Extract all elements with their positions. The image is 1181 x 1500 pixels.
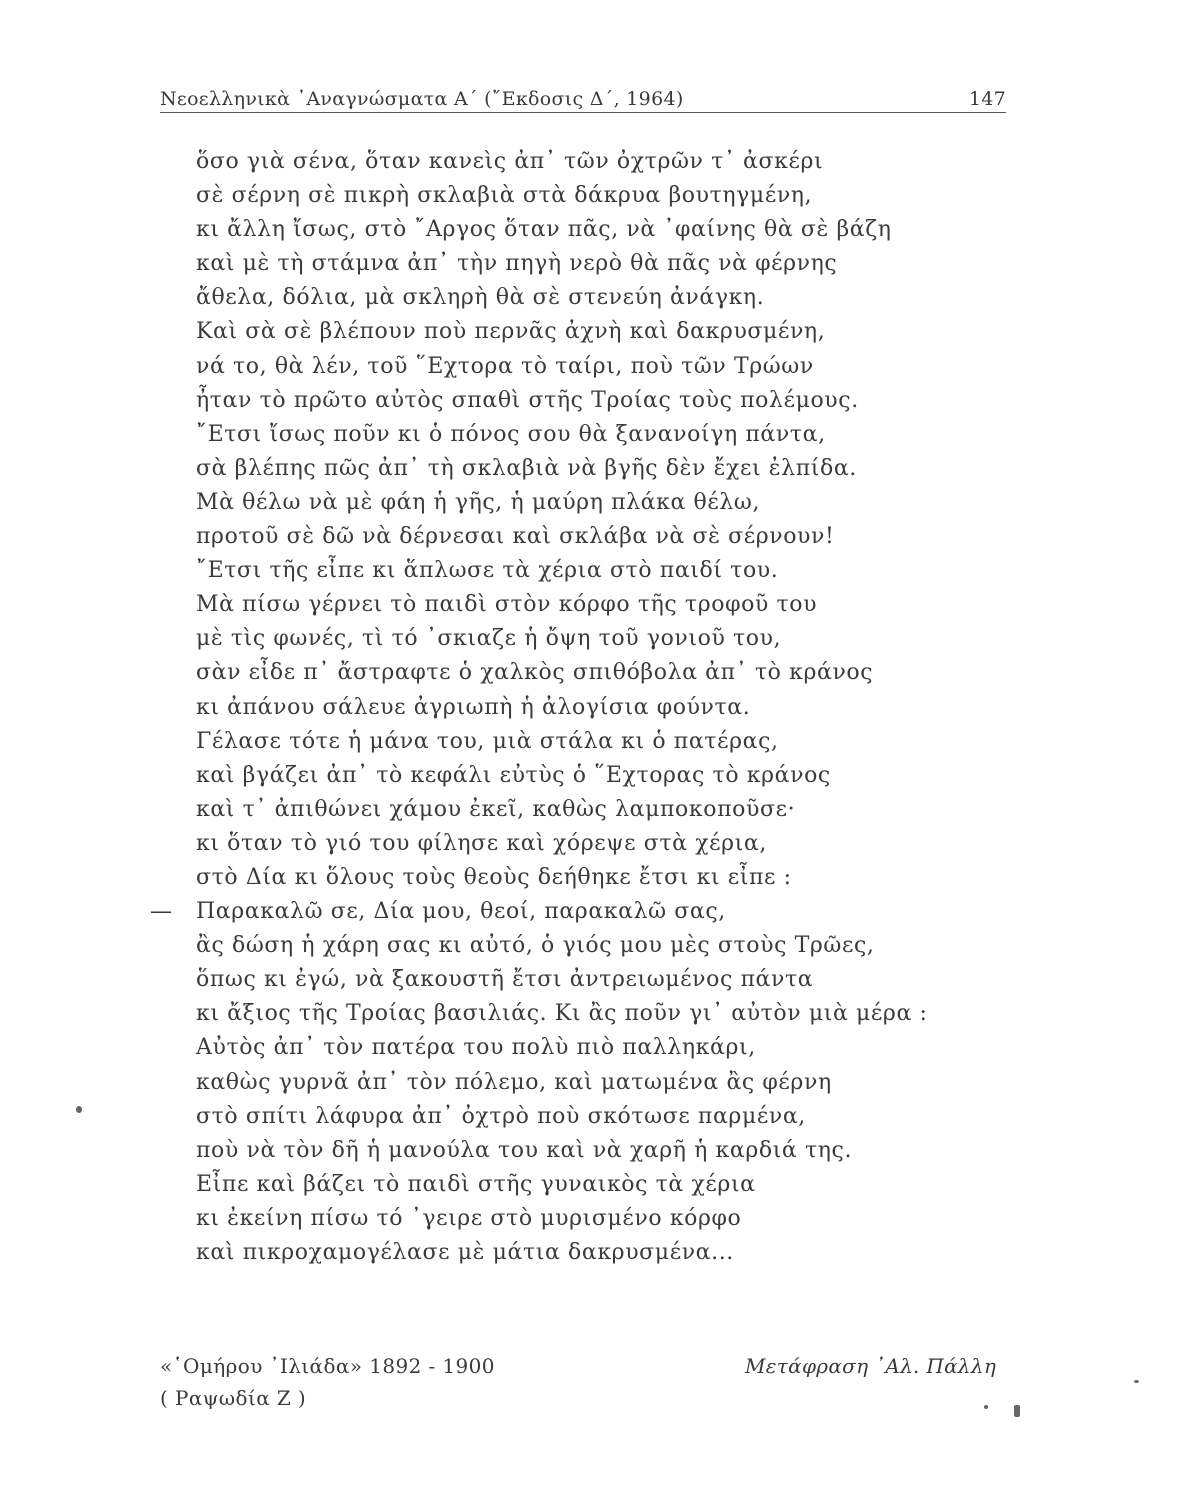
poem-line: κι ἄξιος τῆς Τροίας βασιλιάς. Κι ἂς ποῦν γι᾿ αὐτὸν μιὰ μέρα : bbox=[196, 1001, 928, 1027]
poem-line: Εἶπε καὶ βάζει τὸ παιδὶ στῆς γυναικὸς τὰ χέρια bbox=[196, 1171, 756, 1197]
translator-credit: Μετάφραση ᾿Αλ. Πάλλη bbox=[745, 1354, 997, 1378]
page-number: 147 bbox=[968, 88, 1006, 110]
poem-line: κι ὅταν τὸ γιό του φίλησε καὶ χόρεψε στὰ χέρια, bbox=[196, 830, 767, 856]
poem-line: στὸ Δία κι ὅλους τοὺς θεοὺς δεήθηκε ἔτσι κι εἶπε : bbox=[196, 864, 792, 890]
poem-line: κι ἄλλη ἴσως, στὸ ῎Αργος ὅταν πᾶς, νὰ ᾿φαίνης θὰ σὲ βάζη bbox=[196, 217, 892, 243]
poem-line-dialogue: — Παρακαλῶ σε, Δία μου, θεοί, παρακαλῶ σας, bbox=[150, 895, 1030, 929]
poem-body bbox=[150, 145, 1030, 1270]
poem-line: Αὐτὸς ἀπ᾿ τὸν πατέρα του πολὺ πιὸ παλληκάρι, bbox=[196, 1035, 756, 1061]
book-reference: ( Ραψωδία Ζ ) bbox=[160, 1386, 307, 1410]
poem-line: μὲ τὶς φωνές, τὶ τό ᾿σκιαζε ἡ ὄψη τοῦ γονιοῦ του, bbox=[196, 626, 782, 652]
header-rule bbox=[160, 112, 1006, 113]
poem-line: κι ἐκείνη πίσω τό ᾿γειρε στὸ μυρισμένο κόρφο bbox=[196, 1205, 742, 1231]
poem-line: ἄθελα, δόλια, μὰ σκληρὴ θὰ σὲ στενεύη ἀνάγκη. bbox=[196, 285, 765, 311]
poem-line: ἦταν τὸ πρῶτο αὐτὸς σπαθὶ στῆς Τροίας τοὺς πολέμους. bbox=[196, 387, 859, 413]
poem-line: ποὺ νὰ τὸν δῆ ἡ μανούλα του καὶ νὰ χαρῆ ἡ καρδιά της. bbox=[196, 1137, 853, 1163]
poem-line: καὶ βγάζει ἀπ᾿ τὸ κεφάλι εὐτὺς ὁ ῞Εχτορας τὸ κράνος bbox=[196, 762, 831, 788]
dialogue-dash: — bbox=[150, 899, 173, 925]
poem-line: ὅπως κι ἐγώ, νὰ ξακουστῆ ἔτσι ἀντρειωμένος πάντα bbox=[196, 967, 814, 993]
source-citation bbox=[160, 1350, 495, 1414]
poem-line: ῎Ετσι τῆς εἶπε κι ἅπλωσε τὰ χέρια στὸ παιδί του. bbox=[196, 558, 779, 584]
poem-line: καθὼς γυρνᾶ ἀπ᾿ τὸν πόλεμο, καὶ ματωμένα ἂς φέρνη bbox=[196, 1069, 832, 1095]
running-header bbox=[160, 76, 1006, 110]
poem-line: προτοῦ σὲ δῶ νὰ δέρνεσαι καὶ σκλάβα νὰ σὲ σέρνουν! bbox=[196, 524, 835, 550]
poem-line: στὸ σπίτι λάφυρα ἀπ᾿ ὀχτρὸ ποὺ σκότωσε παρμένα, bbox=[196, 1103, 806, 1129]
poem-line: σὰν εἶδε π᾿ ἄστραφτε ὁ χαλκὸς σπιθόβολα ἀπ᾿ τὸ κράνος bbox=[196, 660, 874, 686]
header-title: Νεοελληνικὰ ᾿Αναγνώσματα Α΄ (῎Εκδοσις Δ΄, 1964) bbox=[160, 88, 684, 110]
scan-speck bbox=[984, 1405, 988, 1409]
scan-speck bbox=[76, 1106, 82, 1113]
poem-line: καὶ πικροχαμογέλασε μὲ μάτια δακρυσμένα... bbox=[196, 1240, 734, 1265]
scan-speck bbox=[1014, 1405, 1020, 1417]
poem-line: Μὰ θέλω νὰ μὲ φάη ἡ γῆς, ἡ μαύρη πλάκα θέλω, bbox=[196, 489, 761, 515]
poem-line: Γέλασε τότε ἡ μάνα του, μιὰ στάλα κι ὁ πατέρας, bbox=[196, 728, 779, 754]
poem-line: σὰ βλέπης πῶς ἀπ᾿ τὴ σκλαβιὰ νὰ βγῆς δὲν ἔχει ἐλπίδα. bbox=[196, 455, 857, 481]
poem-line: Μὰ πίσω γέρνει τὸ παιδὶ στὸν κόρφο τῆς τροφοῦ του bbox=[196, 592, 818, 618]
source-title: «῾Ομήρου ᾿Ιλιάδα» 1892 - 1900 bbox=[160, 1354, 495, 1378]
poem-line: καὶ τ᾿ ἀπιθώνει χάμου ἐκεῖ, καθὼς λαμποκοποῦσε· bbox=[196, 796, 796, 822]
poem-line: νά το, θὰ λέν, τοῦ ῞Εχτορα τὸ ταίρι, ποὺ τῶν Τρώων bbox=[196, 353, 814, 379]
poem-line: σὲ σέρνη σὲ πικρὴ σκλαβιὰ στὰ δάκρυα βουτηγμένη, bbox=[196, 183, 813, 209]
poem-line: ἂς δώση ἡ χάρη σας κι αὐτό, ὁ γιός μου μὲς στοὺς Τρῶες, bbox=[196, 933, 875, 959]
poem-line: Καὶ σὰ σὲ βλέπουν ποὺ περνᾶς ἀχνὴ καὶ δακρυσμένη, bbox=[196, 319, 826, 345]
poem-line: ῎Ετσι ἴσως ποῦν κι ὁ πόνος σου θὰ ξανανοίγη πάντα, bbox=[196, 421, 826, 447]
poem-line: καὶ μὲ τὴ στάμνα ἀπ᾿ τὴν πηγὴ νερὸ θὰ πᾶς νὰ φέρνης bbox=[196, 251, 838, 277]
poem-line: κι ἀπάνου σάλευε ἀγριωπὴ ἡ ἀλογίσια φούντα. bbox=[196, 694, 751, 720]
poem-line: ὅσο γιὰ σένα, ὅταν κανεὶς ἀπ᾿ τῶν ὀχτρῶν τ᾿ ἀσκέρι bbox=[196, 149, 824, 174]
scan-speck bbox=[1134, 1380, 1139, 1383]
